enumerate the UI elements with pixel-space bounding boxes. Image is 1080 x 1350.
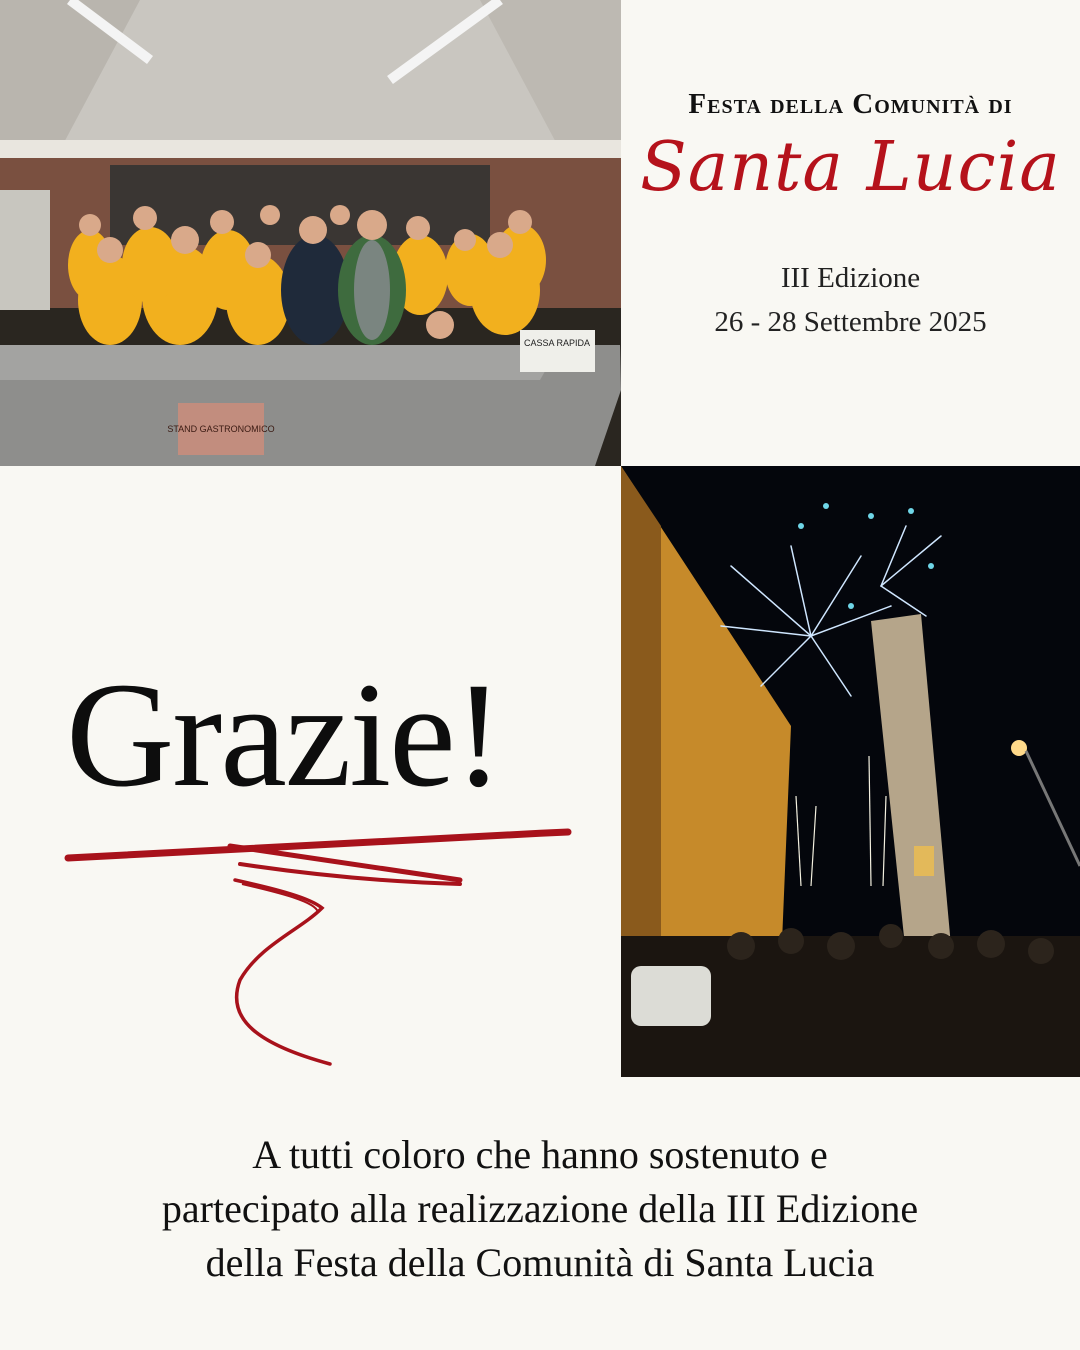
event-name: Santa Lucia — [640, 128, 1061, 207]
thanks-heading: Grazie! — [66, 652, 502, 818]
event-header — [621, 0, 1080, 466]
food-stand-sign: STAND GASTRONOMICO — [167, 424, 275, 434]
thanks-message-line: A tutti coloro che hanno sostenuto e — [252, 1132, 828, 1177]
cashier-sign: CASSA RAPIDA — [523, 338, 591, 348]
event-dates: 26 - 28 Settembre 2025 — [714, 306, 987, 338]
thanks-message-line: partecipato alla realizzazione della III Edizione — [161, 1186, 919, 1231]
fireworks-photo — [621, 466, 1080, 1077]
thanks-message — [0, 1128, 1080, 1290]
thanks-message-line: della Festa della Comunità di Santa Lucia — [205, 1240, 875, 1285]
event-prefix: Festa della Comunità di — [688, 88, 1013, 120]
edition-label: III Edizione — [780, 262, 921, 294]
red-brush-scribble — [60, 820, 580, 1080]
volunteers-group-photo — [0, 0, 621, 466]
